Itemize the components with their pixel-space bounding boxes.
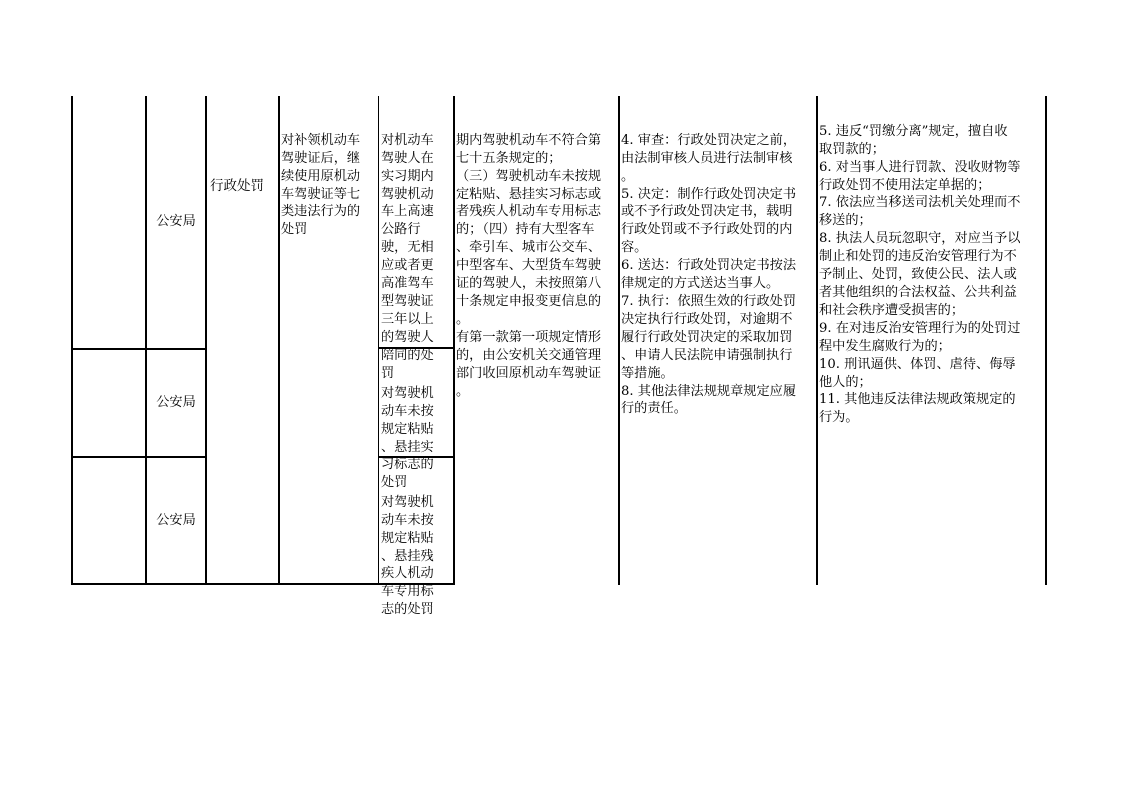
- column-divider: [816, 96, 818, 585]
- column-divider: [618, 96, 620, 585]
- sub-item-text: 对机动车 驾驶人在 实习期内 驾驶机动 车上高速 公路行 驶，无相 应或者更 高准驾车 型驾驶证 三年以上 的驾驶人 陪同的处 罚: [381, 132, 434, 381]
- table-border-left: [71, 96, 73, 585]
- sub-item-cell: [381, 458, 453, 618]
- category-label: 行政处罚: [210, 177, 264, 194]
- sub-item-text: 对驾驶机 动车未按 规定粘贴 、悬挂实 习标志的 处罚: [381, 385, 434, 491]
- dept-cell: [147, 458, 205, 583]
- column-divider: [453, 96, 455, 585]
- column-divider: [1045, 96, 1047, 585]
- legal-basis-text: 期内驾驶机动车不符合第 七十五条规定的； （三）驾驶机动车未按规 定粘贴、悬挂实习标志或 者残疾人机动车专用标志 的；（四）持有大型客车 、牵引车、城市公交车、 中型客车、大型货车驾驶 证的驾驶人，未按照第八 十条规定申报变更信息的 。 有第一款第一项规定情形 的，由公安机关交通管理 部门收回原机动车驾驶证 。: [456, 132, 602, 399]
- dept-cell: [147, 350, 205, 456]
- accountability-cell: [819, 96, 1045, 583]
- column-divider: [278, 96, 280, 585]
- accountability-text: 5. 违反“罚缴分离”规定，擅自收 取罚款的； 6. 对当事人进行罚款、没收财物等 行政处罚不使用法定单据的； 7. 依法应当移送司法机关处理而不 移送的； 8. 执法人员玩忽职守，对应当予以 制止和处罚的违反治安管理行为不 予制止、处罚，致使公民、法人或 者其他组织的合法权益、公共利益 和社会秩序遭受损害的； 9. 在对违反治安管理行为的处罚过 程中发生腐败行为的； 10. 刑讯逼供、体罚、虐待、侮辱 他人的； 11. 其他违反法律法规政策规定的 行为。: [819, 123, 1021, 426]
- dept-label: 公安局: [156, 512, 196, 528]
- sub-item-cell: [381, 96, 453, 381]
- item-name-text: 对补领机动车 驾驶证后，继 续使用原机动 车驾驶证等七 类违法行为的 处罚: [281, 132, 361, 238]
- sub-item-cell: [381, 349, 453, 491]
- column-divider: [205, 96, 207, 585]
- duty-process-text: 4. 审查：行政处罚决定之前， 由法制审核人员进行法制审核 。 5. 决定：制作行政处罚决定书 或不予行政处罚决定书，载明 行政处罚或不予行政处罚的内 容。 6. 送达：行政处罚决定书按法 律规定的方式送达当事人。 7. 执行：依照生效的行政处罚 决定执行行政处罚，对逾期不 履行行政处罚决定的采取加罚 、申请人民法院申请强制执行 等措施。 8. 其他法律法规规章规定应履 行的责任。: [621, 132, 797, 417]
- column-divider: [378, 96, 379, 585]
- legal-basis-cell: [456, 96, 618, 583]
- dept-cell: [147, 96, 205, 348]
- category-cell: [210, 142, 278, 194]
- dept-label: 公安局: [156, 395, 196, 411]
- duty-process-cell: [621, 96, 816, 583]
- sub-item-text: 对驾驶机 动车未按 规定粘贴 、悬挂残 疾人机动 车专用标 志的处罚: [381, 494, 434, 618]
- dept-label: 公安局: [156, 214, 196, 230]
- item-name-cell: [281, 96, 378, 236]
